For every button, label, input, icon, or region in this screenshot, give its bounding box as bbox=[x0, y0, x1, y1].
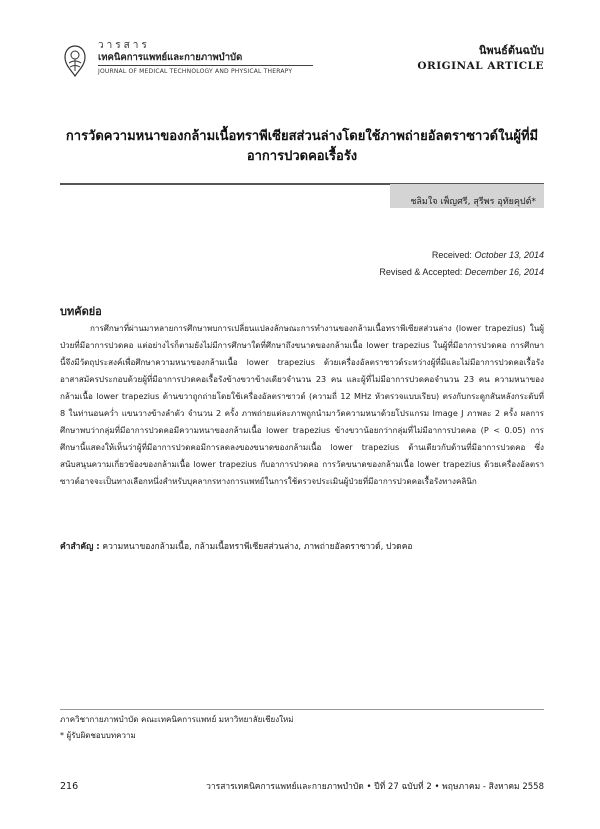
article-dates bbox=[379, 247, 544, 281]
affiliation-note: ภาควิชากายภาพบำบัด คณะเทคนิคการแพทย์ มหาวิทยาลัยเชียงใหม่ bbox=[60, 715, 294, 724]
author-names: ชลิมใจ เพ็ญศรี, สุรีพร อุทัยคุปต์* bbox=[410, 197, 536, 207]
journal-name-divider bbox=[98, 65, 313, 66]
article-type bbox=[417, 44, 544, 74]
journal-emblem-icon bbox=[60, 44, 90, 78]
journal-name-line1: วารสาร bbox=[98, 40, 150, 51]
author-bar bbox=[60, 183, 544, 208]
keywords-value: ความหนาของกล้ามเนื้อ, กล้ามเนื้อทราพีเซียสส่วนล่าง, ภาพถ่ายอัลตราซาวด์, ปวดคอ bbox=[102, 542, 413, 552]
page-number: 216 bbox=[60, 781, 79, 792]
accepted-value: December 16, 2014 bbox=[464, 267, 544, 277]
author-box bbox=[390, 184, 544, 208]
received-date bbox=[379, 247, 544, 264]
abstract-heading: บทคัดย่อ bbox=[60, 305, 102, 318]
received-value: October 13, 2014 bbox=[474, 250, 544, 260]
keywords-label: คำสำคัญ : bbox=[60, 542, 100, 552]
article-title: การวัดความหนาของกล้ามเนื้อทราพีเซียสส่วนล่างโดยใช้ภาพถ่ายอัลตราซาวด์ในผู้ที่มีอาการปวดคอเรื้อรัง bbox=[65, 129, 539, 164]
page-footer bbox=[60, 780, 544, 794]
journal-name bbox=[98, 40, 313, 76]
accepted-date bbox=[379, 264, 544, 281]
accepted-label: Revised & Accepted: bbox=[379, 267, 463, 277]
abstract-body: การศึกษาที่ผ่านมาหลายการศึกษาพบการเปลี่ยนแปลงลักษณะการทำงานของกล้ามเนื้อทราพีเซียสส่วนล่าง (lower trapezius) ในผู้ป่วยที่มีอาการปวดคอ แต่อย่างไรก็ตามยังไม่มีการศึกษาใดที่ศึกษาถึงขนาดของกล้ามเนื้อ lower trapezius ในผู้ที่มีอาการปวดคอ การศึกษานี้จึงมีวัตถุประสงค์เพื่อศึกษาความหนาของกล้ามเนื้อ lower trapezius ด้วยเครื่องอัลตราซาวด์ระหว่างผู้ที่มีและไม่มีอาการปวดคอเรื้อรัง อาสาสมัครประกอบด้วยผู้ที่มีอาการปวดคอเรื้อรังข้างขวาข้างเดียวจำนวน 23 คน และผู้ที่ไม่มีอาการปวดคอจำนวน 23 คน ความหนาของกล้ามเนื้อ lower trapezius ด้านขวาถูกถ่ายโดยใช้เครื่องอัลตราซาวด์ (ความถี่ 12 MHz หัวตรวจแบบเรียบ) ตรงกับกระดูกสันหลังกระดับที่ 8 ในท่านอนคว่ำ แขนวางข้างลำตัว จำนวน 2 ครั้ง ภาพถ่ายแต่ละภาพถูกนำมาวัดความหนาด้วยโปรแกรม Image J ภาพละ 2 ครั้ง ผลการศึกษาพบว่ากลุ่มที่มีอาการปวดคอมีความหนาของกล้ามเนื้อ lower trapezius ข้างขวาน้อยกว่ากลุ่มที่ไม่มีอาการปวดคอ (P < 0.05) การศึกษานี้แสดงให้เห็นว่าผู้ที่มีอาการปวดคอมีการลดลงของขนาดของกล้ามเนื้อ lower trapezius ด้านเดียวกับด้านที่มีอาการปวดคอ ซึ่งสนับสนุนความเกี่ยวข้องของกล้ามเนื้อ lower trapezius กับอาการปวดคอ การวัดขนาดของกล้ามเนื้อ lower trapezius ด้วยเครื่องอัลตราซาวด์อาจจะเป็นทางเลือกหนึ่งสำหรับบุคลากรทางการแพทย์ในการใช้ตรวจประเมินผู้ป่วยที่มีอาการปวดคอเรื้อรังทางคลินิก bbox=[60, 323, 544, 486]
article-type-thai: นิพนธ์ต้นฉบับ bbox=[478, 44, 544, 57]
footnote-divider bbox=[60, 709, 544, 710]
received-label: Received: bbox=[431, 250, 472, 260]
journal-name-english: JOURNAL OF MEDICAL TECHNOLOGY AND PHYSICAL THERAPY bbox=[98, 68, 293, 75]
corresponding-note: * ผู้รับผิดชอบบทความ bbox=[60, 731, 136, 740]
journal-header bbox=[60, 40, 544, 80]
article-type-english: ORIGINAL ARTICLE bbox=[417, 60, 544, 72]
journal-name-thai: เทคนิคการแพทย์และกายภาพบำบัด bbox=[98, 52, 243, 63]
journal-citation: วารสารเทคนิคการแพทย์และกายภาพบำบัด • ปีที่ 27 ฉบับที่ 2 • พฤษภาคม - สิงหาคม 2558 bbox=[206, 782, 544, 792]
footnotes bbox=[60, 712, 294, 744]
keywords bbox=[60, 540, 544, 554]
